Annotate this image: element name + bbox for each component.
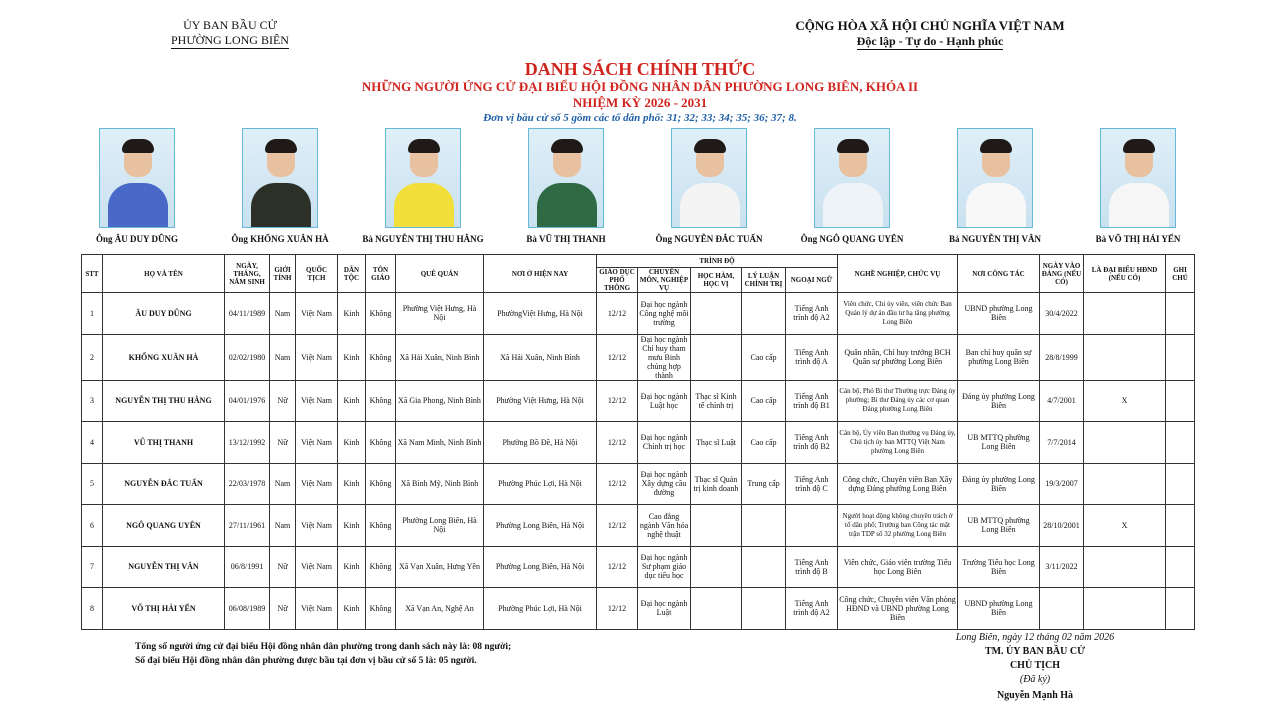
summary [135,640,511,668]
cell-hometown: Xã Gia Phong, Ninh Bình [396,380,484,422]
cell-dob: 06/08/1989 [225,588,270,630]
cell-ethnicity: Kinh [338,588,366,630]
cell-religion: Không [366,505,396,547]
cell-stt: 3 [82,380,103,422]
portrait-photo [242,128,318,228]
cell-workplace: Ban chỉ huy quân sự phường Long Biên [958,334,1040,380]
cell-party-date [1040,588,1084,630]
cell-hometown: Phường Long Biên, Hà Nội [396,505,484,547]
cell-residence: Phường Long Biên, Hà Nội [484,546,597,588]
cell-hometown: Xã Vạn Xuân, Hưng Yên [396,546,484,588]
national-header [770,18,1090,50]
cell-political [742,546,786,588]
cell-language: Tiếng Anh trình độ B2 [786,422,838,464]
cell-dob: 22/03/1978 [225,463,270,505]
candidate-caption: Ông KHỔNG XUÂN HÀ [231,234,329,244]
cell-hometown: Xã Bình Mỹ, Ninh Bình [396,463,484,505]
col-hometown: QUÊ QUÁN [396,255,484,293]
portrait-photo [671,128,747,228]
cell-is-delegate [1084,422,1166,464]
cell-nationality: Việt Nam [296,546,338,588]
cell-religion: Không [366,422,396,464]
cell-ethnicity: Kinh [338,380,366,422]
cell-gender: Nữ [270,380,296,422]
cell-is-delegate [1084,546,1166,588]
cell-degree [691,505,742,547]
col-party-date: NGÀY VÀO ĐẢNG (NẾU CÓ) [1040,255,1084,293]
cell-ethnicity: Kinh [338,334,366,380]
cell-religion: Không [366,293,396,335]
cell-residence: Phường Phúc Lợi, Hà Nội [484,588,597,630]
cell-ethnicity: Kinh [338,422,366,464]
portrait-photo [385,128,461,228]
col-specialty: CHUYÊN MÔN, NGHIỆP VỤ [638,268,691,293]
cell-general-edu: 12/12 [597,422,638,464]
cell-degree: Thạc sĩ Quản trị kinh doanh [691,463,742,505]
candidate-caption: Ông ÂU DUY DŨNG [96,234,178,244]
cell-religion: Không [366,380,396,422]
issuer-header [150,18,310,49]
cell-note [1166,334,1195,380]
cell-gender: Nam [270,334,296,380]
cell-political: Trung cấp [742,463,786,505]
cell-note [1166,505,1195,547]
cell-specialty: Đại học ngành Chỉ huy tham mưu Binh chủng hợp thành [638,334,691,380]
candidate-table [81,254,1195,630]
doc-title: DANH SÁCH CHÍNH THỨC [524,59,756,79]
cell-residence: Xã Hải Xuân, Ninh Bình [484,334,597,380]
cell-dob: 06/8/1991 [225,546,270,588]
cell-hometown: Xã Nam Minh, Ninh Bình [396,422,484,464]
cell-is-delegate: X [1084,505,1166,547]
candidate-card [205,128,355,244]
cell-name: ÂU DUY DŨNG [103,293,225,335]
cell-general-edu: 12/12 [597,380,638,422]
table-row [82,505,1195,547]
candidate-card [920,128,1070,244]
cell-occupation: Cán bộ, Phó Bí thư Thường trực Đảng ủy phường; Bí thư Đảng ủy các cơ quan Đảng phường Long Biên [838,380,958,422]
cell-party-date: 28/8/1999 [1040,334,1084,380]
cell-language [786,505,838,547]
cell-gender: Nam [270,505,296,547]
cell-name: VÕ THỊ HẢI YẾN [103,588,225,630]
cell-workplace: UB MTTQ phường Long Biên [958,505,1040,547]
col-education-group: TRÌNH ĐỘ [597,255,838,268]
cell-name: NGÔ QUANG UYÊN [103,505,225,547]
cell-gender: Nam [270,293,296,335]
cell-party-date: 3/11/2022 [1040,546,1084,588]
cell-general-edu: 12/12 [597,293,638,335]
table-row [82,380,1195,422]
portrait-photo [99,128,175,228]
cell-stt: 1 [82,293,103,335]
cell-workplace: Trường Tiểu học Long Biên [958,546,1040,588]
candidate-caption: Bà NGUYỄN THỊ VÂN [949,234,1041,244]
cell-degree [691,334,742,380]
cell-dob: 13/12/1992 [225,422,270,464]
cell-political: Cao cấp [742,380,786,422]
cell-is-delegate [1084,293,1166,335]
summary-seats: Số đại biểu Hội đồng nhân dân phường được bầu tại đơn vị bầu cử số 5 là: 05 người. [135,656,477,666]
cell-dob: 02/02/1980 [225,334,270,380]
cell-is-delegate [1084,588,1166,630]
table-row [82,588,1195,630]
doc-term: NHIỆM KỲ 2026 - 2031 [572,95,708,110]
table-row [82,463,1195,505]
cell-specialty: Đại học ngành Sư phạm giáo dục tiểu học [638,546,691,588]
candidate-caption: Bà NGUYỄN THỊ THU HẰNG [362,234,484,244]
cell-general-edu: 12/12 [597,588,638,630]
cell-workplace: Đảng ủy phường Long Biên [958,380,1040,422]
cell-ethnicity: Kinh [338,546,366,588]
col-note: GHI CHÚ [1166,255,1195,293]
cell-nationality: Việt Nam [296,334,338,380]
cell-residence: Phường Phúc Lợi, Hà Nội [484,463,597,505]
cell-general-edu: 12/12 [597,546,638,588]
portrait-photo [814,128,890,228]
cell-occupation: Công chức, Chuyên viên Ban Xây dựng Đảng phường Long Biên [838,463,958,505]
summary-total: Tổng số người ứng cử đại biểu Hội đồng nhân dân phường trong danh sách này là: 08 người; [135,642,512,652]
cell-gender: Nam [270,463,296,505]
cell-language: Tiếng Anh trình độ B [786,546,838,588]
cell-note [1166,380,1195,422]
cell-language: Tiếng Anh trình độ A [786,334,838,380]
cell-note [1166,546,1195,588]
issuer-line1: ỦY BAN BẦU CỬ [183,18,277,32]
candidate-card [491,128,641,244]
cell-religion: Không [366,546,396,588]
table-row [82,334,1195,380]
col-is-delegate: LÀ ĐẠI BIỂU HĐND (NẾU CÓ) [1084,255,1166,293]
col-stt: STT [82,255,103,293]
cell-ethnicity: Kinh [338,463,366,505]
cell-workplace: UB MTTQ phường Long Biên [958,422,1040,464]
cell-general-edu: 12/12 [597,505,638,547]
col-general-edu: GIÁO DỤC PHỔ THÔNG [597,268,638,293]
signing-org: TM. ỦY BAN BẦU CỬ [984,646,1086,657]
col-name: HỌ VÀ TÊN [103,255,225,293]
cell-party-date: 28/10/2001 [1040,505,1084,547]
cell-occupation: Viên chức, Chi ủy viên, viên chức Ban Quản lý dự án đầu tư hạ tầng phường Long Biên [838,293,958,335]
candidate-card [634,128,784,244]
signer-name: Nguyễn Mạnh Hà [996,690,1074,701]
cell-occupation: Viên chức, Giáo viên trường Tiểu học Long Biên [838,546,958,588]
cell-name: NGUYỄN THỊ THU HẰNG [103,380,225,422]
cell-specialty: Đại học ngành Xây dựng cầu đường [638,463,691,505]
cell-residence: Phường Bồ Đề, Hà Nội [484,422,597,464]
cell-degree [691,293,742,335]
col-dob: NGÀY, THÁNG, NĂM SINH [225,255,270,293]
cell-language: Tiếng Anh trình độ C [786,463,838,505]
cell-political: Cao cấp [742,422,786,464]
cell-is-delegate [1084,463,1166,505]
candidate-card [1063,128,1213,244]
cell-nationality: Việt Nam [296,380,338,422]
cell-degree [691,588,742,630]
candidate-caption: Bà VŨ THỊ THANH [526,234,606,244]
issuer-line2: PHƯỜNG LONG BIÊN [171,33,289,47]
cell-degree: Thạc sĩ Kinh tế chính trị [691,380,742,422]
cell-workplace: UBND phường Long Biên [958,293,1040,335]
cell-note [1166,293,1195,335]
cell-stt: 5 [82,463,103,505]
cell-political: Cao cấp [742,334,786,380]
cell-language: Tiếng Anh trình độ B1 [786,380,838,422]
col-religion: TÔN GIÁO [366,255,396,293]
cell-workplace: UBND phường Long Biên [958,588,1040,630]
portrait-photo [528,128,604,228]
candidate-caption: Ông NGÔ QUANG UYÊN [800,234,904,244]
cell-residence: Phường Long Biên, Hà Nội [484,505,597,547]
cell-nationality: Việt Nam [296,293,338,335]
cell-hometown: Xã Hải Xuân, Ninh Bình [396,334,484,380]
col-occupation: NGHỀ NGHIỆP, CHỨC VỤ [838,255,958,293]
cell-name: KHỔNG XUÂN HÀ [103,334,225,380]
cell-specialty: Cao đẳng ngành Văn hóa nghệ thuật [638,505,691,547]
cell-occupation: Cán bộ, Ủy viên Ban thường vụ Đảng ủy, Chủ tịch ủy ban MTTQ Việt Nam phường Long Biên [838,422,958,464]
signed-note: (Đã ký) [1019,674,1051,685]
cell-is-delegate: X [1084,380,1166,422]
table-row [82,422,1195,464]
cell-nationality: Việt Nam [296,588,338,630]
col-residence: NƠI Ở HIỆN NAY [484,255,597,293]
cell-occupation: Quân nhân, Chỉ huy trưởng BCH Quân sự phường Long Biên [838,334,958,380]
cell-workplace: Đảng ủy phường Long Biên [958,463,1040,505]
cell-stt: 7 [82,546,103,588]
cell-party-date: 19/3/2007 [1040,463,1084,505]
cell-specialty: Đại học ngành Luật [638,588,691,630]
col-nationality: QUỐC TỊCH [296,255,338,293]
cell-party-date: 7/7/2014 [1040,422,1084,464]
cell-hometown: Phường Việt Hưng, Hà Nội [396,293,484,335]
signature-block [880,631,1190,703]
cell-name: NGUYỄN ĐẮC TUẤN [103,463,225,505]
col-ethnicity: DÂN TỘC [338,255,366,293]
cell-nationality: Việt Nam [296,422,338,464]
cell-dob: 27/11/1961 [225,505,270,547]
cell-gender: Nữ [270,588,296,630]
candidate-card [348,128,498,244]
cell-religion: Không [366,463,396,505]
place-date: Long Biên, ngày 12 tháng 02 năm 2026 [955,632,1115,643]
cell-note [1166,422,1195,464]
cell-dob: 04/01/1976 [225,380,270,422]
candidate-caption: Ông NGUYỄN ĐẮC TUẤN [655,234,763,244]
cell-political [742,505,786,547]
cell-note [1166,588,1195,630]
col-gender: GIỚI TÍNH [270,255,296,293]
col-workplace: NƠI CÔNG TÁC [958,255,1040,293]
cell-political [742,293,786,335]
cell-general-edu: 12/12 [597,463,638,505]
signing-role: CHỦ TỊCH [1009,660,1061,671]
cell-language: Tiếng Anh trình độ A2 [786,588,838,630]
candidate-card [777,128,927,244]
cell-general-edu: 12/12 [597,334,638,380]
cell-religion: Không [366,334,396,380]
cell-name: VŨ THỊ THANH [103,422,225,464]
col-political: LÝ LUẬN CHÍNH TRỊ [742,268,786,293]
cell-is-delegate [1084,334,1166,380]
portrait-photo [1100,128,1176,228]
cell-religion: Không [366,588,396,630]
candidate-caption: Bà VÕ THỊ HẢI YẾN [1095,234,1181,244]
electoral-unit: Đơn vị bầu cử số 5 gồm các tổ dân phố: 31; 32; 33; 34; 35; 36; 37; 8. [483,112,797,124]
cell-nationality: Việt Nam [296,463,338,505]
cell-stt: 8 [82,588,103,630]
cell-stt: 2 [82,334,103,380]
national-motto: Độc lập - Tự do - Hạnh phúc [856,34,1004,48]
cell-occupation: Công chức, Chuyên viên Văn phòng HĐND và UBND phường Long Biên [838,588,958,630]
cell-degree [691,546,742,588]
cell-residence: Phường Việt Hưng, Hà Nội [484,380,597,422]
cell-residence: PhườngViệt Hưng, Hà Nội [484,293,597,335]
cell-stt: 6 [82,505,103,547]
cell-ethnicity: Kinh [338,293,366,335]
cell-party-date: 4/7/2001 [1040,380,1084,422]
national-title: CỘNG HÒA XÃ HỘI CHỦ NGHĨA VIỆT NAM [795,18,1065,33]
cell-note [1166,463,1195,505]
cell-language: Tiếng Anh trình độ A2 [786,293,838,335]
table-row [82,293,1195,335]
cell-occupation: Người hoạt động không chuyên trách ở tổ dân phố; Trưởng ban Công tác mặt trận TDP số 32 phường Long Biên [838,505,958,547]
col-language: NGOẠI NGỮ [786,268,838,293]
cell-degree: Thạc sĩ Luật [691,422,742,464]
candidate-card [62,128,212,244]
cell-ethnicity: Kinh [338,505,366,547]
cell-gender: Nữ [270,546,296,588]
doc-subtitle: NHỮNG NGƯỜI ỨNG CỬ ĐẠI BIỂU HỘI ĐỒNG NHÂN DÂN PHƯỜNG LONG BIÊN, KHÓA II [361,79,919,94]
cell-name: NGUYỄN THỊ VÂN [103,546,225,588]
cell-political [742,588,786,630]
portrait-photo [957,128,1033,228]
cell-dob: 04/11/1989 [225,293,270,335]
cell-hometown: Xã Vạn An, Nghệ An [396,588,484,630]
table-row [82,546,1195,588]
cell-specialty: Đại học ngành Chính trị học [638,422,691,464]
cell-gender: Nữ [270,422,296,464]
col-degree: HỌC HÀM, HỌC VỊ [691,268,742,293]
cell-specialty: Đại học ngành Công nghệ môi trường [638,293,691,335]
cell-nationality: Việt Nam [296,505,338,547]
cell-specialty: Đại học ngành Luật học [638,380,691,422]
cell-stt: 4 [82,422,103,464]
cell-party-date: 30/4/2022 [1040,293,1084,335]
